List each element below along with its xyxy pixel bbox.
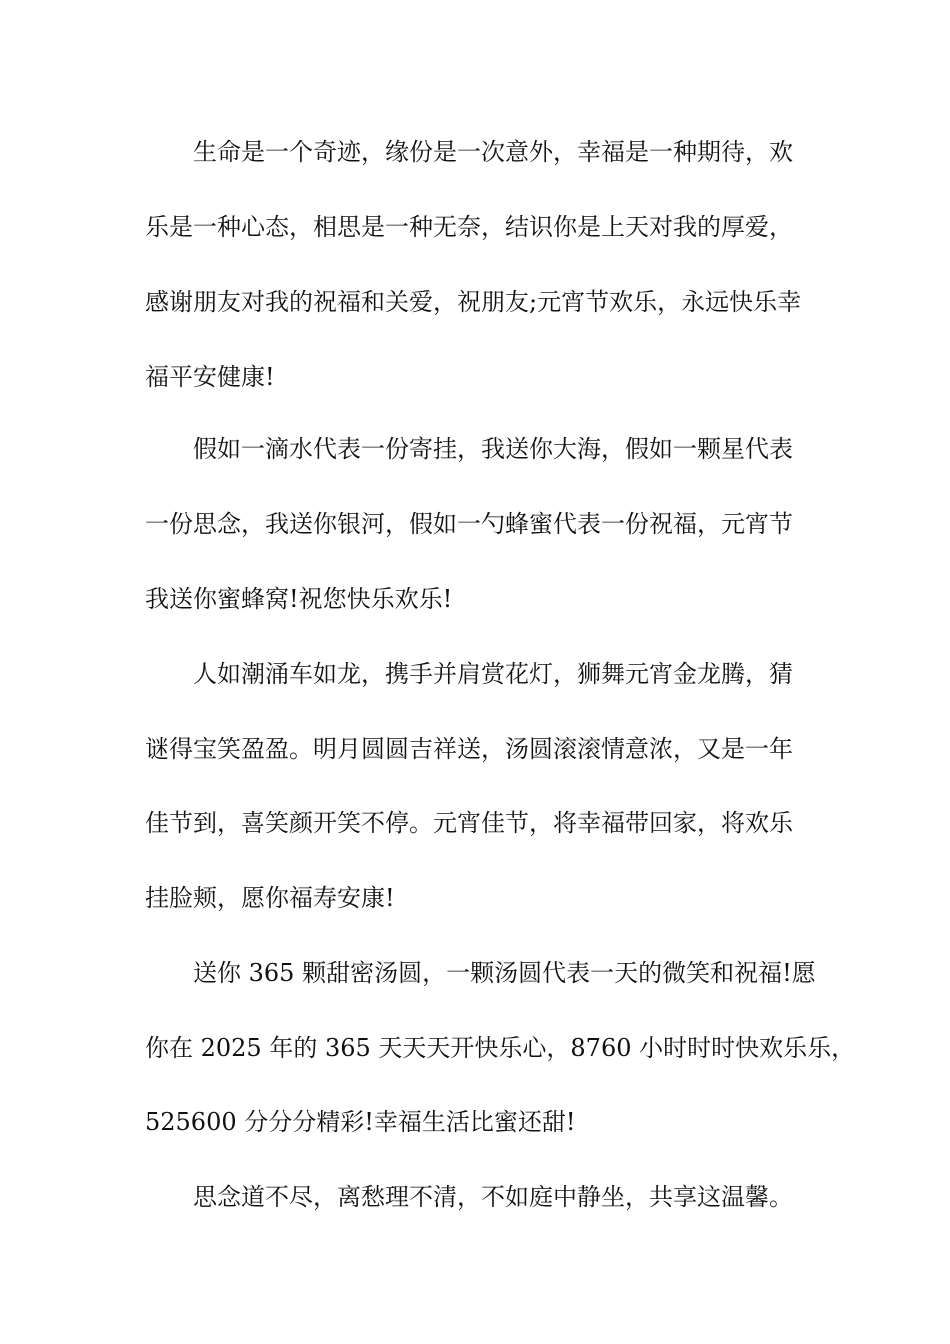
paragraph-3-line-3: 佳节到，喜笑颜开笑不停。元宵佳节，将幸福带回家，将欢乐 xyxy=(145,809,793,837)
paragraph-2-line-2: 一份思念，我送你银河，假如一勺蜂蜜代表一份祝福，元宵节 xyxy=(145,510,793,538)
paragraph-3-line-1: 人如潮涌车如龙，携手并肩赏花灯，狮舞元宵金龙腾，猜 xyxy=(193,660,793,688)
paragraph-4-line-3: 525600 分分分精彩!幸福生活比蜜还甜! xyxy=(145,1108,576,1136)
paragraph-5-line-1: 思念道不尽，离愁理不清，不如庭中静坐，共享这温馨。 xyxy=(193,1183,793,1211)
paragraph-3-line-4: 挂脸颊，愿你福寿安康! xyxy=(145,884,395,912)
paragraph-1-line-3: 感谢朋友对我的祝福和关爱，祝朋友;元宵节欢乐，永远快乐幸 xyxy=(145,288,802,316)
paragraph-1-line-1: 生命是一个奇迹，缘份是一次意外，幸福是一种期待，欢 xyxy=(193,138,793,166)
paragraph-1-line-4: 福平安健康! xyxy=(145,363,275,391)
paragraph-4-line-2: 你在 2025 年的 365 天天天开快乐心，8760 小时时时快欢乐乐， xyxy=(145,1034,856,1062)
paragraph-2-line-1: 假如一滴水代表一份寄挂，我送你大海，假如一颗星代表 xyxy=(193,435,793,463)
paragraph-4-line-1: 送你 365 颗甜密汤圆，一颗汤圆代表一天的微笑和祝福!愿 xyxy=(193,959,816,987)
paragraph-3-line-2: 谜得宝笑盈盈。明月圆圆吉祥送，汤圆滚滚情意浓，又是一年 xyxy=(145,735,793,763)
paragraph-1-line-2: 乐是一种心态，相思是一种无奈，结识你是上天对我的厚爱， xyxy=(145,213,793,241)
paragraph-2-line-3: 我送你蜜蜂窝!祝您快乐欢乐! xyxy=(145,585,453,613)
